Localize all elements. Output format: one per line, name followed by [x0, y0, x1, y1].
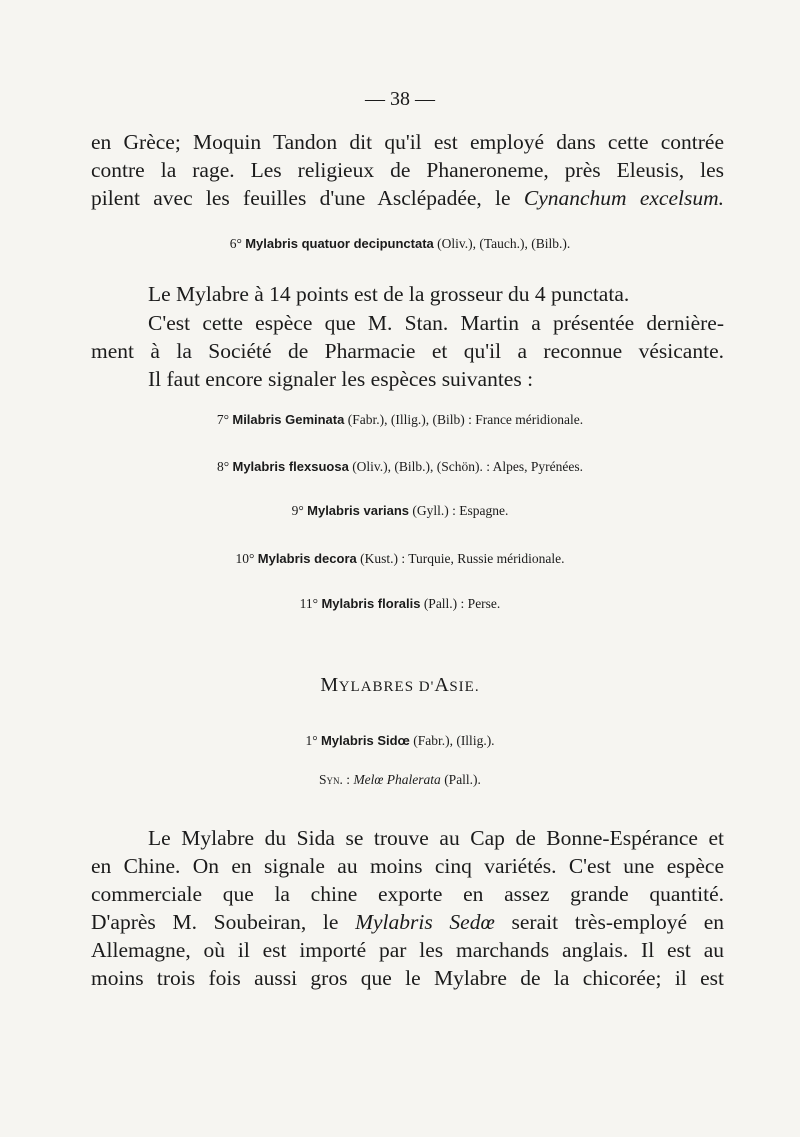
paragraph-3-line-5: Allemagne, où il est importé par les marchands anglais. Il est au — [91, 938, 724, 962]
species-entry-10 — [0, 551, 800, 567]
section-heading — [0, 674, 800, 697]
entry-number: 1° — [305, 733, 321, 748]
entry-details: (Pall.) : Perse. — [420, 596, 501, 611]
heading-smallcaps-1: YLABRES D' — [338, 679, 435, 695]
entry-number: 11° — [299, 596, 322, 611]
species-name: Mylabris floralis — [321, 596, 421, 611]
species-name-italic: Cynanchum excelsum. — [523, 186, 724, 210]
species-name: Mylabris varians — [307, 503, 410, 518]
species-entry-7 — [0, 412, 800, 428]
page-number: — 38 — — [365, 88, 435, 110]
entry-details: (Fabr.), (Illig.). — [409, 733, 495, 748]
species-name: Mylabris quatuor decipunctata — [245, 236, 434, 251]
species-name: Mylabris decora — [257, 551, 357, 566]
species-name-italic: Mylabris Sedœ — [355, 910, 495, 934]
synonym-species: Melœ Phalerata — [353, 772, 441, 787]
species-entry-11 — [0, 596, 800, 612]
paragraph-2-line-4: Il faut encore signaler les espèces suivantes : — [148, 367, 534, 391]
species-entry-8 — [0, 459, 800, 475]
entry-number: 6° — [229, 236, 246, 251]
entry-number: 10° — [235, 551, 258, 566]
entry-details: (Oliv.), (Bilb.), (Schön). : Alpes, Pyrénées. — [348, 459, 584, 474]
species-entry-9 — [0, 503, 800, 519]
paragraph-3-line-1: Le Mylabre du Sida se trouve au Cap de Bonne-Espérance et — [148, 826, 724, 850]
entry-details: (Gyll.) : Espagne. — [409, 503, 509, 518]
paragraph-3-line-3: commerciale que la chine exporte en assez grande quantité. — [91, 882, 724, 906]
paragraph-1-line-2: contre la rage. Les religieux de Phaneroneme, près Eleusis, les — [91, 158, 724, 182]
species-entry-6 — [0, 236, 800, 252]
entry-number: 7° — [216, 412, 233, 427]
paragraph-3-line-4 — [91, 910, 724, 935]
heading-initial: M — [320, 674, 339, 696]
species-name: Mylabris Sidœ — [320, 733, 410, 748]
entry-number: 9° — [291, 503, 308, 518]
paragraph-2-line-1: Le Mylabre à 14 points est de la grosseur du 4 punctata. — [148, 282, 630, 306]
species-name: Mylabris flexsuosa — [232, 459, 349, 474]
paragraph-1-line-3-text: pilent avec les feuilles d'une Asclépadée, le — [91, 186, 524, 210]
paragraph-3-line-2: en Chine. On en signale au moins cinq variétés. C'est une espèce — [91, 854, 724, 878]
paragraph-3-line-4-suffix: serait très-employé en — [494, 910, 724, 934]
entry-details: (Kust.) : Turquie, Russie méridionale. — [356, 551, 565, 566]
entry-details: (Fabr.), (Illig.), (Bilb) : France méridionale. — [344, 412, 584, 427]
synonym-label: Syn. : — [319, 772, 354, 787]
paragraph-2-line-2: C'est cette espèce que M. Stan. Martin a présentée dernière- — [148, 311, 724, 335]
entry-number: 8° — [216, 459, 233, 474]
paragraph-2-line-3: ment à la Société de Pharmacie et qu'il a reconnue vésicante. — [91, 339, 724, 363]
paragraph-1-line-3 — [91, 186, 724, 211]
heading-smallcaps-2: SIE. — [449, 679, 480, 695]
paragraph-1-line-1: en Grèce; Moquin Tandon dit qu'il est employé dans cette contrée — [91, 130, 724, 154]
species-entry-1 — [0, 733, 800, 749]
entry-details: (Oliv.), (Tauch.), (Bilb.). — [433, 236, 571, 251]
paragraph-3-line-6: moins trois fois aussi gros que le Mylabre de la chicorée; il est — [91, 966, 724, 990]
synonym-line — [0, 772, 800, 788]
paragraph-3-line-4-text: D'après M. Soubeiran, le — [91, 910, 356, 934]
heading-initial-2: A — [434, 674, 450, 696]
species-name: Milabris Geminata — [232, 412, 345, 427]
synonym-author: (Pall.). — [440, 772, 481, 787]
